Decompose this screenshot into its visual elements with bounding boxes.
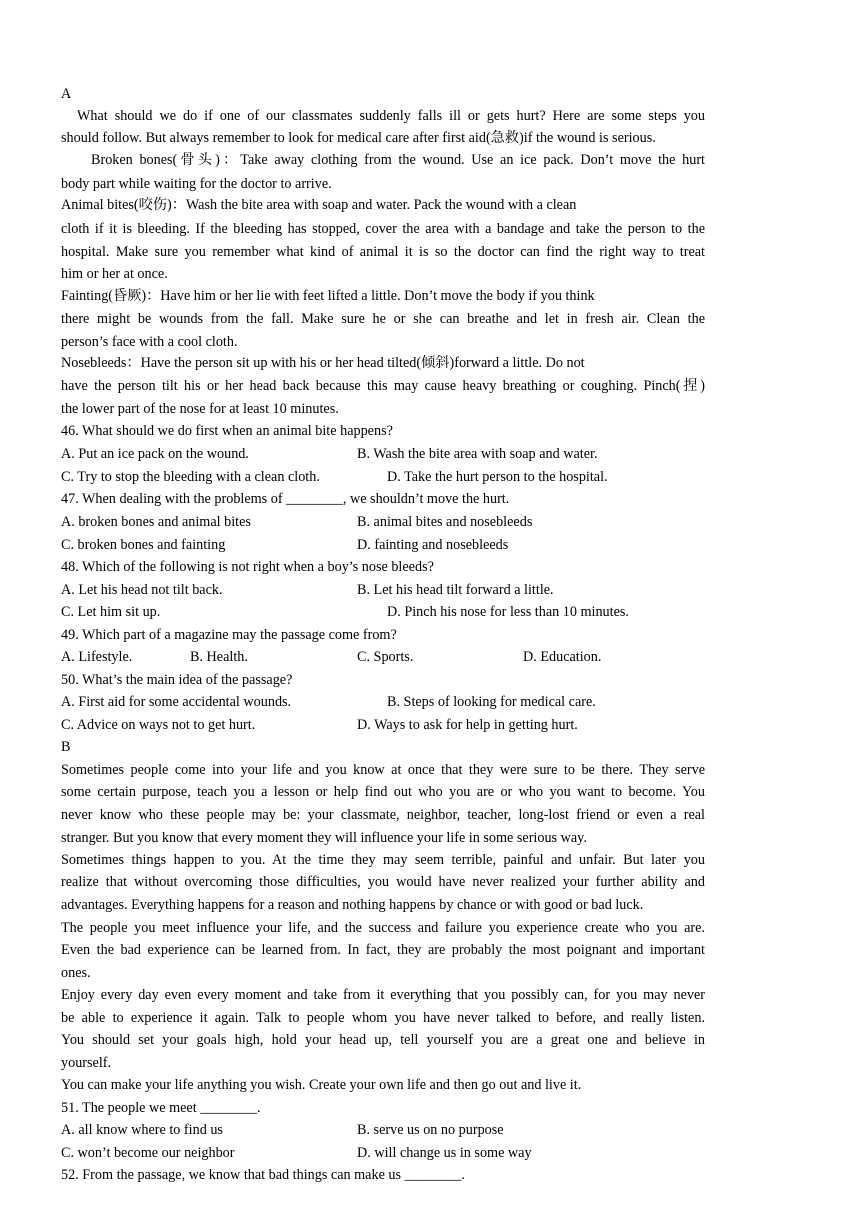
b-paragraph-4-line-3: You should set your goals high, hold your head up, tell yourself you are a great one and believe in [61, 1032, 705, 1048]
question-47-option-b: B. animal bites and nosebleeds [357, 514, 533, 530]
question-51-option-a: A. all know where to find us [61, 1122, 223, 1138]
b-paragraph-3-line-3: ones. [61, 965, 91, 981]
question-46-option-a: A. Put an ice pack on the wound. [61, 446, 249, 462]
question-50-option-c: C. Advice on ways not to get hurt. [61, 717, 256, 733]
question-50-option-a: A. First aid for some accidental wounds. [61, 694, 292, 710]
question-52-stem: 52. From the passage, we know that bad things can make us ________. [61, 1167, 465, 1183]
question-46-stem: 46. What should we do first when an animal bite happens? [61, 423, 393, 439]
question-48-option-c: C. Let him sit up. [61, 604, 161, 620]
broken-bones-line-2: body part while waiting for the doctor to arrive. [61, 176, 332, 192]
b-paragraph-2-line-3: advantages. Everything happens for a reason and nothing happens by chance or with good or bad luck. [61, 897, 644, 913]
nosebleeds-line-1: Nosebleeds：Have the person sit up with his or her head tilted(倾斜)forward a little. Do not [61, 355, 585, 371]
question-47-option-d: D. fainting and nosebleeds [357, 537, 509, 553]
animal-bites-line-3: hospital. Make sure you remember what kind of animal it is so the doctor can find the right way to treat [61, 244, 705, 260]
section-a-label: A [61, 86, 72, 102]
b-paragraph-1-line-3: never know who these people may be: your classmate, neighbor, teacher, long-lost friend or even a real [61, 807, 705, 823]
b-paragraph-3-line-1: The people you meet influence your life, and the success and failure you experience create who you are. [61, 920, 705, 936]
question-51-option-b: B. serve us on no purpose [357, 1122, 504, 1138]
question-51-option-c: C. won’t become our neighbor [61, 1145, 235, 1161]
question-49-option-a: A. Lifestyle. [61, 649, 133, 665]
b-paragraph-5: You can make your life anything you wish. Create your own life and then go out and live it. [61, 1077, 582, 1093]
fainting-line-1: Fainting(昏厥)：Have him or her lie with feet lifted a little. Don’t move the body if you think [61, 288, 595, 304]
animal-bites-line-4: him or her at once. [61, 266, 168, 282]
question-47-option-c: C. broken bones and fainting [61, 537, 226, 553]
b-paragraph-3-line-2: Even the bad experience can be learned from. In fact, they are probably the most poignant and important [61, 942, 705, 958]
question-48-stem: 48. Which of the following is not right when a boy’s nose bleeds? [61, 559, 434, 575]
b-paragraph-1-line-1: Sometimes people come into your life and you know at once that they were sure to be there. They serve [61, 762, 705, 778]
question-47-option-a: A. broken bones and animal bites [61, 514, 251, 530]
animal-bites-line-2: cloth if it is bleeding. If the bleeding has stopped, cover the area with a bandage and take the person to the [61, 221, 705, 237]
section-b-label: B [61, 739, 71, 755]
intro-line-2: should follow. But always remember to look for medical care after first aid(急救)if the wound is serious. [61, 130, 656, 146]
animal-bites-line-1: Animal bites(咬伤)：Wash the bite area with soap and water. Pack the wound with a clean [61, 197, 577, 213]
question-50-option-b: B. Steps of looking for medical care. [387, 694, 596, 710]
question-47-stem: 47. When dealing with the problems of ________, we shouldn’t move the hurt. [61, 491, 510, 507]
question-46-option-b: B. Wash the bite area with soap and water. [357, 446, 598, 462]
question-50-option-d: D. Ways to ask for help in getting hurt. [357, 717, 578, 733]
question-48-option-b: B. Let his head tilt forward a little. [357, 582, 554, 598]
question-46-option-c: C. Try to stop the bleeding with a clean cloth. [61, 469, 320, 485]
b-paragraph-4-line-4: yourself. [61, 1055, 112, 1071]
question-46-option-d: D. Take the hurt person to the hospital. [387, 469, 608, 485]
b-paragraph-4-line-1: Enjoy every day even every moment and take from it everything that you possibly can, for you may never [61, 987, 705, 1003]
question-49-option-c: C. Sports. [357, 649, 414, 665]
b-paragraph-1-line-2: some certain purpose, teach you a lesson or help find out who you are or who you want to become. You [61, 784, 705, 800]
question-51-option-d: D. will change us in some way [357, 1145, 532, 1161]
b-paragraph-4-line-2: be able to experience it again. Talk to people whom you have never talked to before, and really listen. [61, 1010, 705, 1026]
question-48-option-a: A. Let his head not tilt back. [61, 582, 223, 598]
question-51-stem: 51. The people we meet ________. [61, 1100, 261, 1116]
b-paragraph-2-line-2: realize that without overcoming those difficulties, you would have never realized your further ability and [61, 874, 705, 890]
question-50-stem: 50. What’s the main idea of the passage? [61, 672, 293, 688]
intro-line-1: What should we do if one of our classmates suddenly falls ill or gets hurt? Here are some steps you [77, 108, 705, 124]
fainting-line-3: person’s face with a cool cloth. [61, 334, 238, 350]
question-49-option-b: B. Health. [190, 649, 248, 665]
question-49-stem: 49. Which part of a magazine may the passage come from? [61, 627, 397, 643]
broken-bones-line-1: Broken bones(骨头)：Take away clothing from the wound. Use an ice pack. Don’t move the hurt [91, 152, 705, 168]
nosebleeds-line-2: have the person tilt his or her head back because this may cause heavy breathing or coughing. Pinch(捏) [61, 378, 705, 394]
question-49-option-d: D. Education. [523, 649, 602, 665]
fainting-line-2: there might be wounds from the fall. Make sure he or she can breathe and let in fresh air. Clean the [61, 311, 705, 327]
question-48-option-d: D. Pinch his nose for less than 10 minutes. [387, 604, 629, 620]
b-paragraph-1-line-4: stranger. But you know that every moment they will influence your life in some serious way. [61, 830, 587, 846]
nosebleeds-line-3: the lower part of the nose for at least 10 minutes. [61, 401, 339, 417]
b-paragraph-2-line-1: Sometimes things happen to you. At the time they may seem terrible, painful and unfair. But later you [61, 852, 705, 868]
